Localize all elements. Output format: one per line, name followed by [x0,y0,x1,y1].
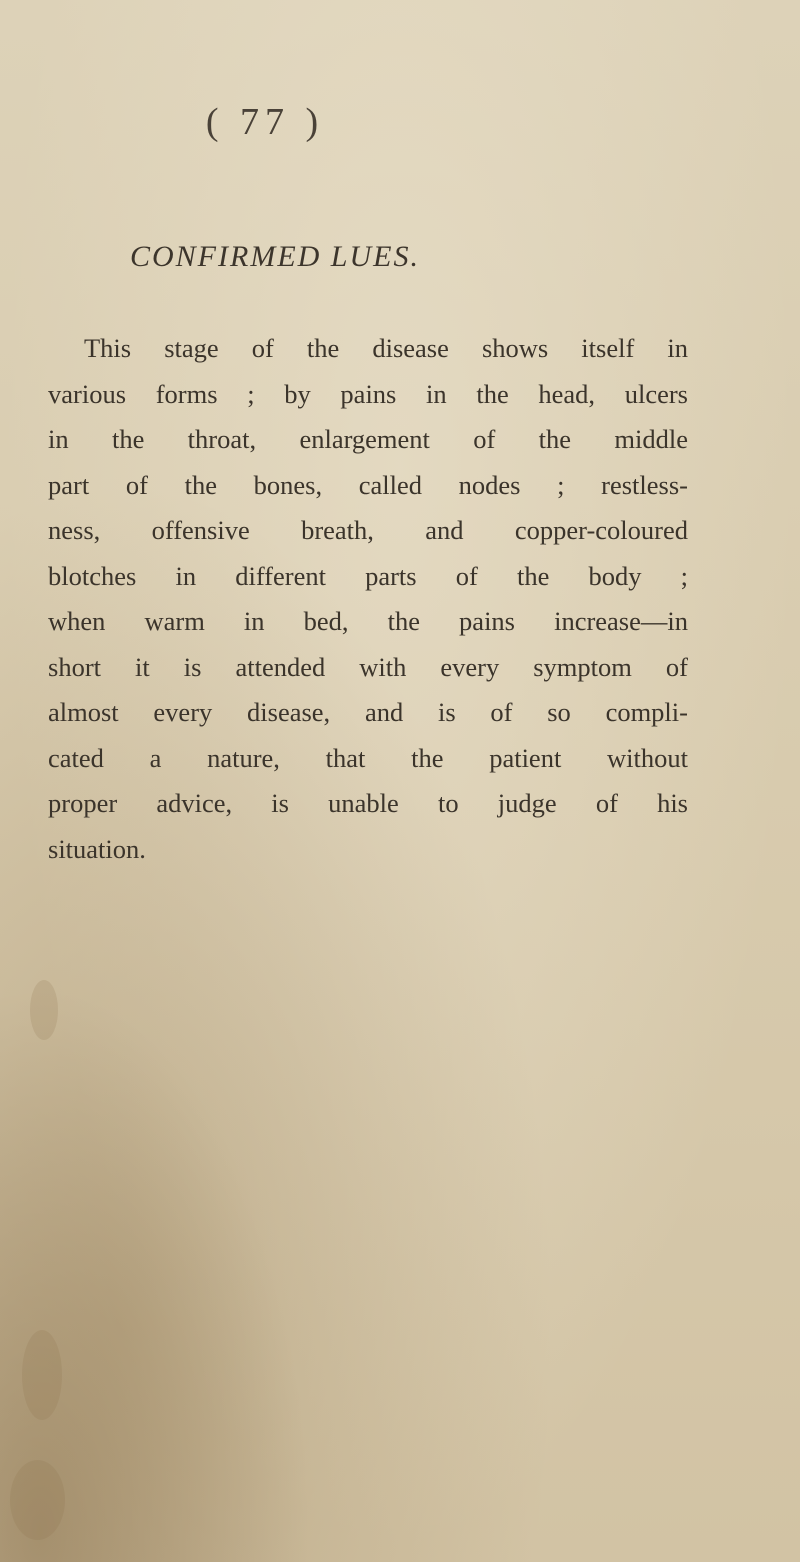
text-line: ness, offensive breath, and copper-coloured [48,515,688,545]
text-line: various forms ; by pains in the head, ulcers [48,378,688,409]
text-line: cated a nature, that the patient without [48,742,688,773]
text-line: blotches in different parts of the body ; [48,560,688,591]
foxing-stain [10,1460,65,1540]
section-heading: CONFIRMED LUES. [130,240,420,273]
text-line: part of the bones, called nodes ; restless- [48,469,688,500]
body-paragraph [48,326,688,872]
foxing-stain [22,1330,62,1420]
text-line: This stage of the disease shows itself in [84,333,688,363]
text-line: in the throat, enlargement of the middle [48,424,688,454]
text-line: proper advice, is unable to judge of his [48,788,688,818]
foxing-stain [30,980,58,1040]
page-number: ( 77 ) [205,101,325,143]
text-line: short it is attended with every symptom of [48,651,688,682]
text-line: almost every disease, and is of so compli- [48,697,688,727]
text-line: situation. [48,833,146,864]
text-line: when warm in bed, the pains increase—in [48,606,688,636]
